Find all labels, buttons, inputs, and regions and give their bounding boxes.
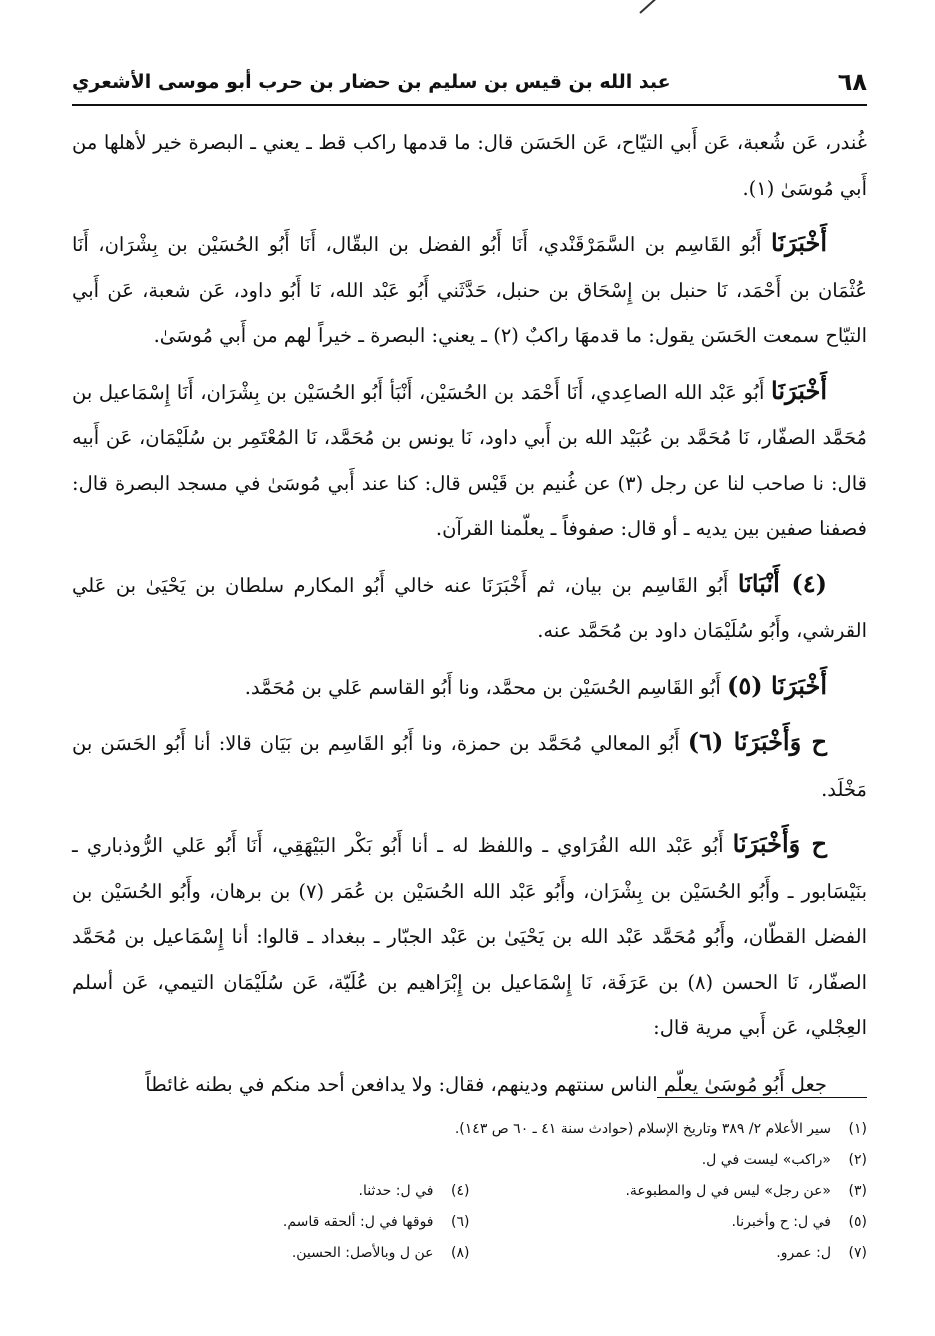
paragraph-text: أَبُو القَاسِم بن بيان، ثم أَخْبَرَنَا عنه خالي أَبُو المكارم سلطان بن يَحْيَىٰ بن عَلي القرشي، وأَبُو سُلَيْمَان داود بن مُحَمَّد عنه. [72,573,867,642]
paragraph-lead: أَخْبَرَنَا (٥) [727,670,827,700]
footnote-row [72,1114,867,1145]
footnote [72,1176,470,1207]
paragraph-lead: ح وَأَخْبَرَنَا [732,829,827,858]
header-rule [72,104,867,106]
paragraph-text: أَبُو المعالي مُحَمَّد بن حمزة، ونا أَبُو القَاسِم بن بَيَان قالا: أنا أَبُو الحَسَن بن مَخْلَد. [72,732,867,801]
paragraph-lead: (٤) أَنْبَانَا [737,568,827,598]
footnote-number: (٥) [848,1214,867,1230]
footnote-number: (٤) [451,1183,470,1199]
paragraph-text: أَبُو القَاسِم الحُسَيْن بن محمَّد، ونا أَبُو القاسم عَلي بن مُحَمَّد. [244,675,728,699]
footnote-text: «عن رجل» ليس في ل والمطبوعة. [625,1183,831,1199]
footnote [72,1114,867,1145]
footnote-row [72,1145,867,1176]
paragraph [72,561,867,654]
running-title: عبد الله بن قيس بن سليم بن حضار بن حرب أبو موسى الأشعري [72,71,671,93]
paragraph-lead: أَخْبَرَنَا [771,228,827,257]
paragraph-lead: ح وَأَخْبَرَنَا (٦) [687,727,827,756]
footnote-number: (٢) [848,1152,867,1168]
pen-mark [639,0,660,14]
paragraph-text: أَبُو القَاسِم بن السَّمَرْقَنْدي، أَنَا أَبُو الفضل بن البقّال، أَنَا أَبُو الحُسَيْن بن بِشْرَان، أَنَا عُثْمَان بن أَحْمَد، نَا حنبل بن إِسْحَاق بن حنبل، حَدَّثَني أَبُو عَبْد الله، نَا أَبُو داود، عَن شعبة، عَن أَبي التيّاح سمعت الحَسَن يقول: ما قدمهَا راكبٌ (٢) ـ يعني: البصرة ـ خيراً لهم من أَبي مُوسَىٰ. [72,233,867,347]
paragraph [72,821,867,1051]
paragraph-text: غُندر، عَن شُعبة، عَن أَبي التيّاح، عَن الحَسَن قال: ما قدمها راكب قط ـ يعني ـ البصرة خير لأهلها من أَبي مُوسَىٰ (١). [72,131,867,200]
page-number: ٦٨ [837,68,867,96]
footnote [470,1238,868,1269]
paragraph [72,1060,867,1108]
paragraph-text: أَبُو عَبْد الله الفُرَاوي ـ واللفظ له ـ أنا أَبُو بَكْر البَيْهَقِي، أَنَا أَبُو عَلي الرُّوذباري ـ بنَيْسَابور ـ وأَبُو الحُسَيْن بن بِشْرَان، وأَبُو عَبْد الله الحُسَيْن بن عُمَر (٧) بن برهان، وأَبُو الحُسَيْن بن الفضل القطّان، وأَبُو مُحَمَّد عَبْد الله بن يَحْيَىٰ بن عَبْد الجبّار ـ ببغداد ـ قالوا: أنا إِسْمَاعيل بن مُحَمَّد الصفّار، نَا الحسن (٨) بن عَرَفَة، نَا إِسْمَاعيل بن إِبْرَاهيم بن عُلَيّة، عَن سُلَيْمَان التيمي، عَن أسلم العِجْلي، عَن أَبي مرية قال: [72,834,867,1039]
paragraph [72,719,867,812]
footnote-text: عن ل وبالأصل: الحسين. [291,1245,434,1261]
footnote-row [72,1207,867,1238]
footnote-text: في ل: ح وأخبرنا. [731,1214,831,1230]
footnote-number: (١) [848,1121,867,1137]
footnotes [72,1114,867,1269]
paragraph-lead: أَخْبَرَنَا [771,375,827,405]
paragraph [72,663,867,711]
footnote [72,1207,470,1238]
footnote-text: في ل: حدثنا. [358,1183,434,1199]
footnote [470,1207,868,1238]
footnote-number: (٧) [848,1245,867,1261]
footnote [72,1238,470,1269]
footnote [72,1145,867,1176]
footnote-text: سير الأعلام ٢/ ٣٨٩ وتاريخ الإسلام (حوادث سنة ٤١ ـ ٦٠ ص ١٤٣). [454,1121,831,1137]
footnote-text: ل: عمرو. [776,1245,831,1261]
footnote-rule [657,1097,867,1098]
footnote-row [72,1238,867,1269]
footnote-number: (٨) [451,1245,470,1261]
main-text [72,118,867,1116]
footnote-row [72,1176,867,1207]
footnote-number: (٦) [451,1214,470,1230]
paragraph-text: جعل أَبُو مُوسَىٰ يعلّم الناس سنتهم ودينهم، فقال: ولا يدافعن أحد منكم في بطنه غائطاً [145,1072,827,1096]
paragraph-text: أَبُو عَبْد الله الصاعِدي، أَنَا أَحْمَد بن الحُسَيْن، أَنْبَأ أَبُو الحُسَيْن بن بِشْرَان، أَنَا إِسْمَاعيل بن مُحَمَّد الصفّار، نَا مُحَمَّد بن عُبَيْد الله بن أَبي داود، نَا يونس بن مُحَمَّد، نَا المُعْتَمِر بن سُلَيْمَان، عَن أَبيه قال: نا صاحب لنا عن رجل (٣) عن غُنيم بن قَيْس قال: كنا عند أَبي مُوسَىٰ في مسجد البصرة قال: فصفنا صفين بين يديه ـ أو قال: صفوفاً ـ يعلّمنا القرآن. [72,380,867,540]
footnote-text: «راكب» ليست في ل. [701,1152,831,1168]
page-header [72,62,867,102]
paragraph [72,368,867,552]
paragraph [72,118,867,211]
footnote [470,1176,868,1207]
footnote-text: فوقها في ل: ألحقه قاسم. [282,1214,434,1230]
paragraph [72,220,867,359]
footnote-number: (٣) [848,1183,867,1199]
